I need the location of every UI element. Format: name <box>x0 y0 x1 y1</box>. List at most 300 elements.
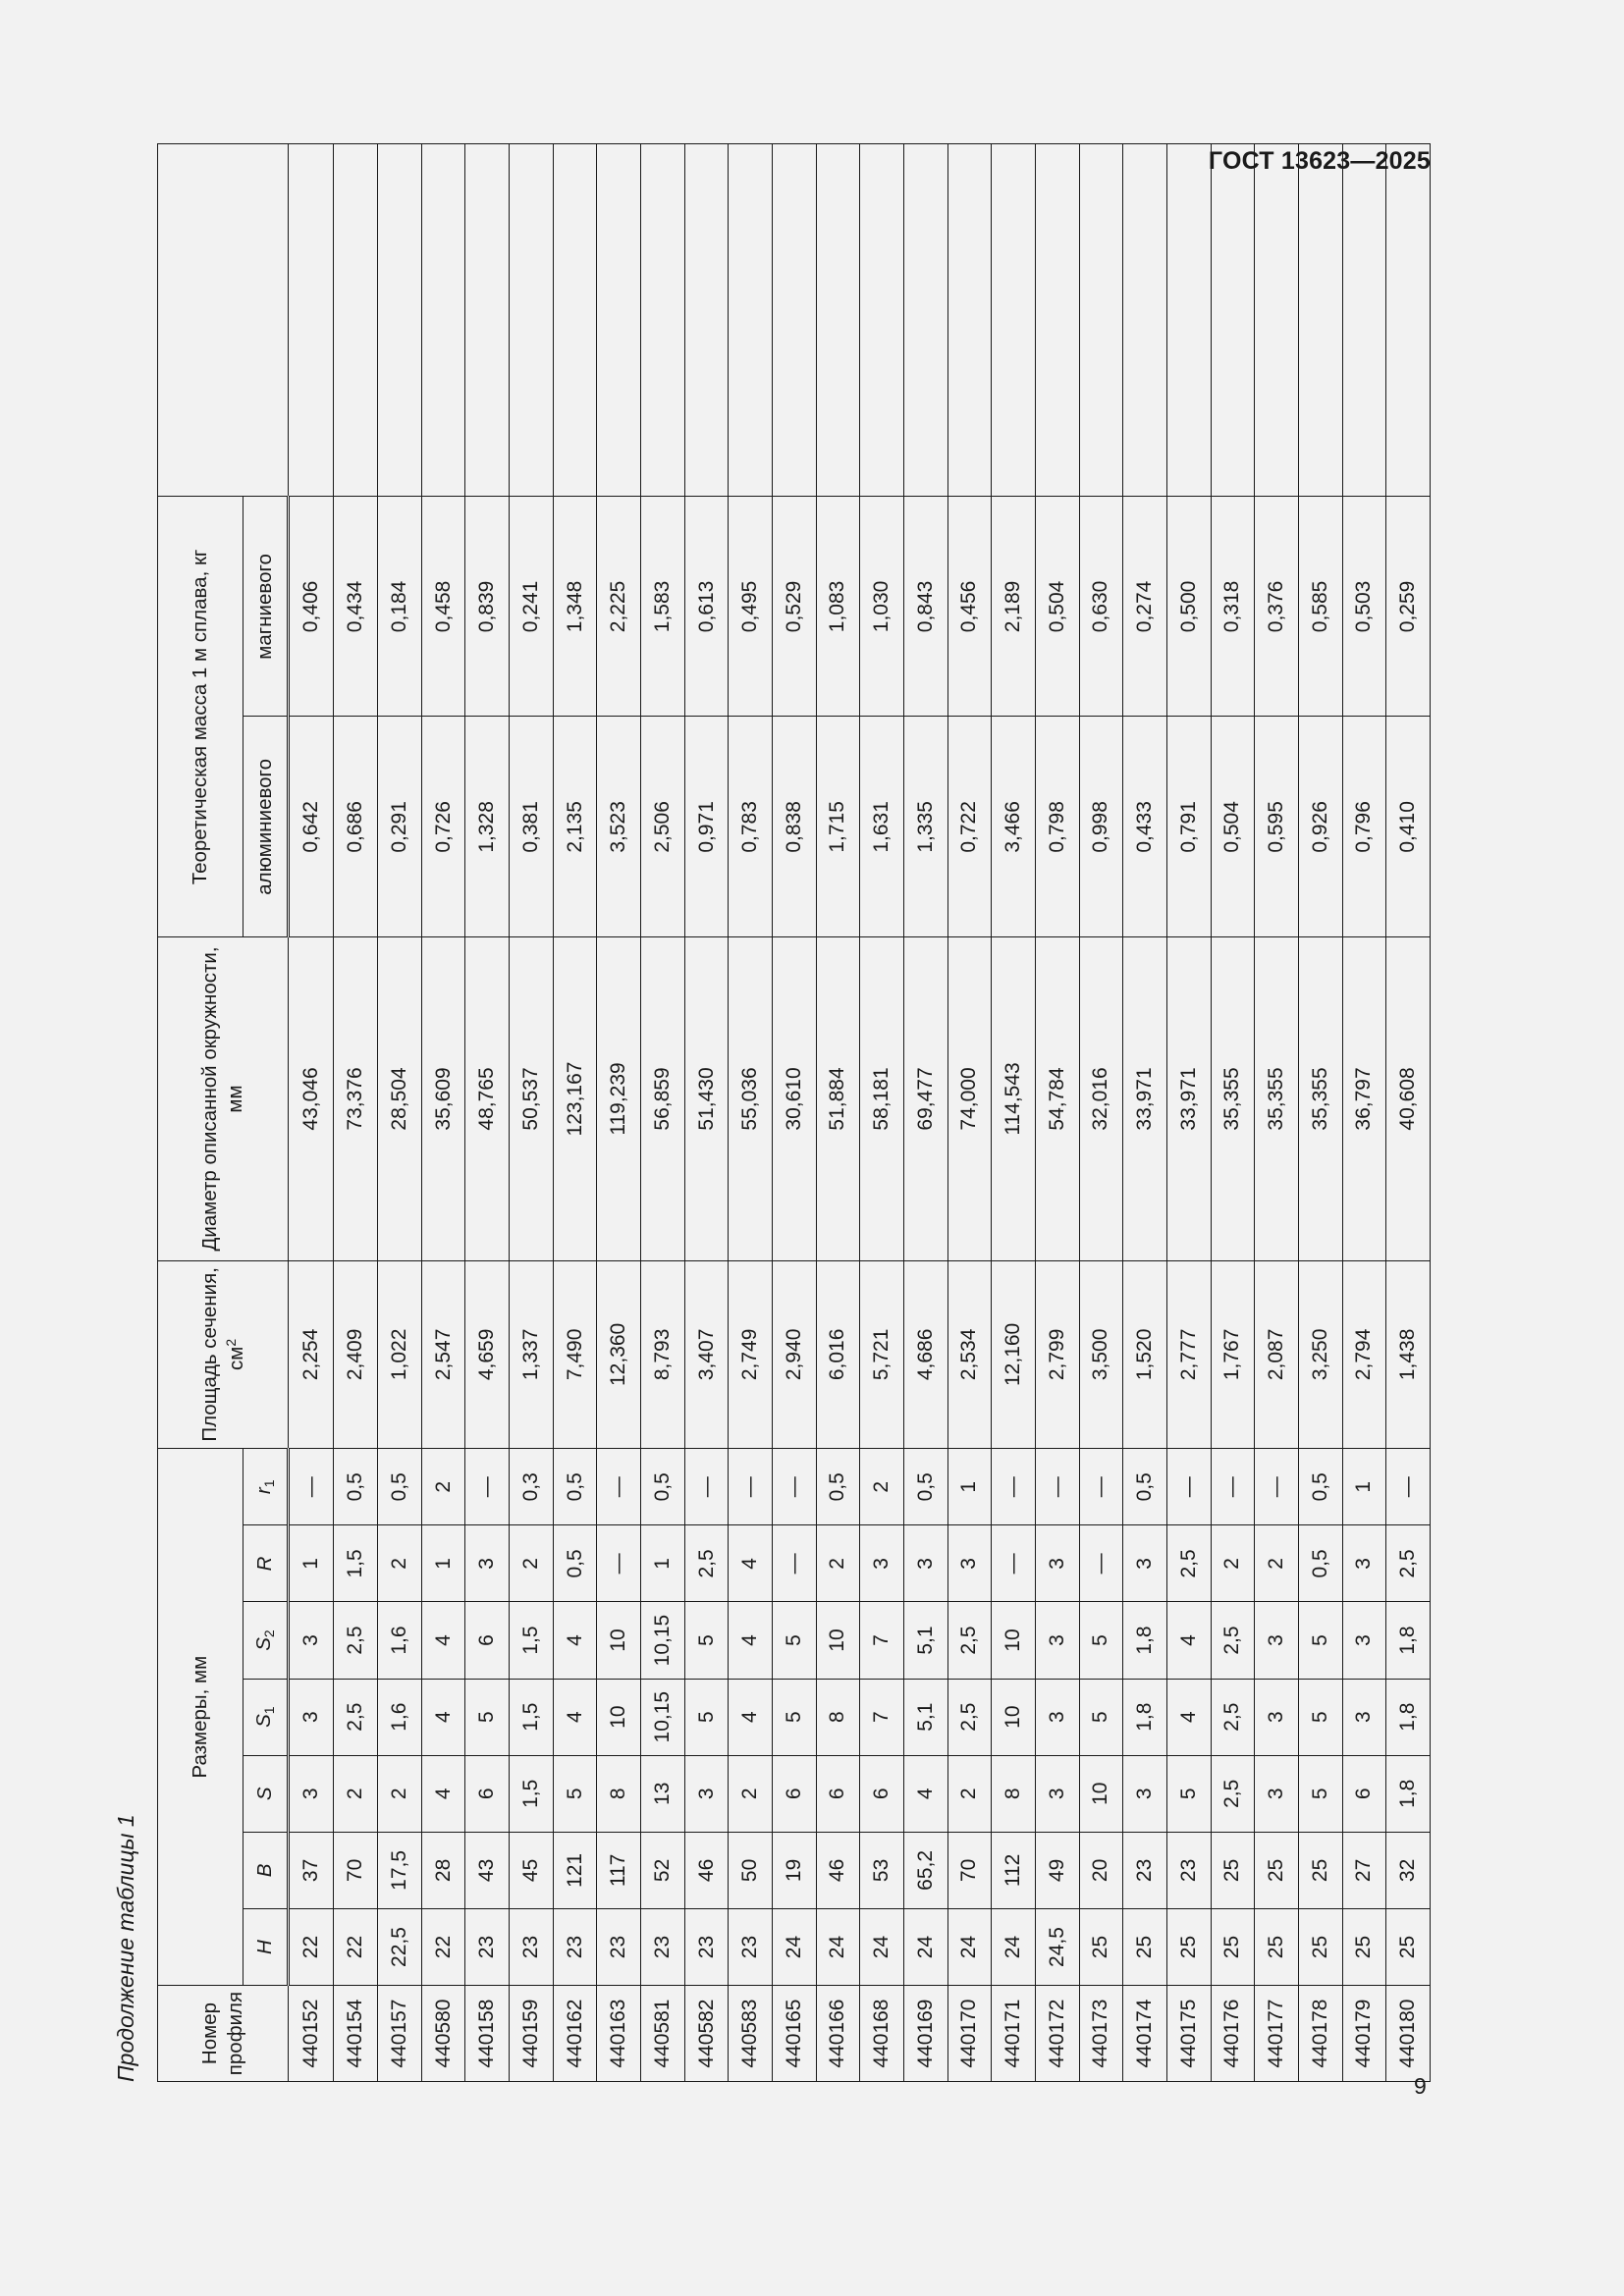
cell-H: 24 <box>903 1908 947 1985</box>
cell-r1: 2 <box>421 1449 465 1525</box>
cell-H: 23 <box>510 1908 554 1985</box>
cell-r1: 0,5 <box>903 1449 947 1525</box>
page-number: 9 <box>1414 2073 1427 2099</box>
cell-r1: — <box>465 1449 510 1525</box>
cell-S2: 1,8 <box>1123 1602 1167 1679</box>
cell-mass-magnesium: 0,630 <box>1079 497 1123 717</box>
header-magnesium: магниевого <box>244 497 289 717</box>
cell-r1: — <box>1211 1449 1255 1525</box>
cell-H: 25 <box>1255 1908 1299 1985</box>
cell-area: 2,940 <box>773 1260 817 1449</box>
cell-area: 2,254 <box>289 1260 334 1449</box>
cell-area: 12,360 <box>597 1260 641 1449</box>
cell-profile-number: 440179 <box>1342 1986 1386 2082</box>
cell-empty <box>289 144 334 497</box>
cell-diameter: 32,016 <box>1079 937 1123 1260</box>
cell-S: 13 <box>641 1755 685 1832</box>
cell-empty <box>1123 144 1167 497</box>
cell-B: 45 <box>510 1832 554 1908</box>
cell-S: 3 <box>289 1755 334 1832</box>
cell-profile-number: 440166 <box>816 1986 860 2082</box>
cell-area: 2,547 <box>421 1260 465 1449</box>
cell-H: 23 <box>465 1908 510 1985</box>
table-row <box>1211 144 1255 2082</box>
cell-H: 24 <box>860 1908 904 1985</box>
table-row <box>465 144 510 2082</box>
header-r1: $r_1$ <box>244 1449 289 1525</box>
cell-r1: 0,5 <box>816 1449 860 1525</box>
header-empty-cell <box>158 144 289 497</box>
cell-H: 24 <box>947 1908 992 1985</box>
cell-B: 25 <box>1211 1832 1255 1908</box>
table-row <box>378 144 422 2082</box>
cell-diameter: 35,355 <box>1255 937 1299 1260</box>
cell-S2: 4 <box>553 1602 597 1679</box>
cell-mass-magnesium: 0,500 <box>1166 497 1211 717</box>
cell-area: 12,160 <box>992 1260 1036 1449</box>
cell-R: 3 <box>947 1525 992 1602</box>
cell-S1: 3 <box>289 1679 334 1755</box>
cell-mass-magnesium: 0,259 <box>1386 497 1431 717</box>
cell-B: 28 <box>421 1832 465 1908</box>
table-row <box>684 144 729 2082</box>
cell-S: 1,8 <box>1386 1755 1431 1832</box>
cell-empty <box>1166 144 1211 497</box>
cell-empty <box>684 144 729 497</box>
cell-H: 23 <box>641 1908 685 1985</box>
cell-mass-magnesium: 0,184 <box>378 497 422 717</box>
cell-r1: 0,5 <box>641 1449 685 1525</box>
cell-H: 22 <box>334 1908 378 1985</box>
table-body <box>289 144 1431 2082</box>
cell-mass-aluminum: 0,504 <box>1211 717 1255 937</box>
cell-S2: 1,6 <box>378 1602 422 1679</box>
table-row <box>289 144 334 2082</box>
cell-empty <box>1386 144 1431 497</box>
cell-area: 6,016 <box>816 1260 860 1449</box>
cell-S1: 7 <box>860 1679 904 1755</box>
header-H: H <box>244 1908 289 1985</box>
cell-R: 1,5 <box>334 1525 378 1602</box>
table-row <box>421 144 465 2082</box>
cell-empty <box>334 144 378 497</box>
cell-profile-number: 440158 <box>465 1986 510 2082</box>
cell-diameter: 73,376 <box>334 937 378 1260</box>
cell-S2: 1,8 <box>1386 1602 1431 1679</box>
cell-area: 7,490 <box>553 1260 597 1449</box>
header-S2: $S_2$ <box>244 1602 289 1679</box>
cell-mass-magnesium: 0,274 <box>1123 497 1167 717</box>
cell-S2: 1,5 <box>510 1602 554 1679</box>
cell-mass-aluminum: 0,595 <box>1255 717 1299 937</box>
cell-area: 8,793 <box>641 1260 685 1449</box>
cell-H: 23 <box>729 1908 773 1985</box>
cell-r1: 0,5 <box>334 1449 378 1525</box>
cell-H: 25 <box>1386 1908 1431 1985</box>
cell-R: 2 <box>1255 1525 1299 1602</box>
cell-S1: 5 <box>465 1679 510 1755</box>
cell-S2: 4 <box>1166 1602 1211 1679</box>
cell-area: 3,250 <box>1298 1260 1342 1449</box>
cell-mass-aluminum: 0,381 <box>510 717 554 937</box>
cell-H: 25 <box>1342 1908 1386 1985</box>
cell-diameter: 43,046 <box>289 937 334 1260</box>
cell-S2: 10 <box>816 1602 860 1679</box>
cell-r1: 2 <box>860 1449 904 1525</box>
cell-mass-aluminum: 0,971 <box>684 717 729 937</box>
cell-diameter: 55,036 <box>729 937 773 1260</box>
cell-profile-number: 440171 <box>992 1986 1036 2082</box>
cell-area: 1,438 <box>1386 1260 1431 1449</box>
header-aluminum: алюминиевого <box>244 717 289 937</box>
cell-S2: 2,5 <box>1211 1602 1255 1679</box>
cell-area: 3,500 <box>1079 1260 1123 1449</box>
cell-S2: 5 <box>773 1602 817 1679</box>
cell-r1: — <box>1079 1449 1123 1525</box>
cell-B: 17,5 <box>378 1832 422 1908</box>
cell-S2: 4 <box>729 1602 773 1679</box>
table-row <box>992 144 1036 2082</box>
cell-area: 2,534 <box>947 1260 992 1449</box>
header-diameter: Диаметр описанной окружности, мм <box>158 937 289 1260</box>
cell-area: 1,022 <box>378 1260 422 1449</box>
cell-profile-number: 440168 <box>860 1986 904 2082</box>
cell-mass-magnesium: 0,839 <box>465 497 510 717</box>
cell-R: 0,5 <box>1298 1525 1342 1602</box>
cell-R: 0,5 <box>553 1525 597 1602</box>
cell-mass-aluminum: 0,410 <box>1386 717 1431 937</box>
cell-S1: 8 <box>816 1679 860 1755</box>
cell-mass-magnesium: 1,030 <box>860 497 904 717</box>
table-row <box>1298 144 1342 2082</box>
cell-empty <box>1298 144 1342 497</box>
cell-S: 6 <box>465 1755 510 1832</box>
cell-area: 5,721 <box>860 1260 904 1449</box>
cell-area: 4,686 <box>903 1260 947 1449</box>
cell-profile-number: 440175 <box>1166 1986 1211 2082</box>
table-row <box>947 144 992 2082</box>
cell-S1: 5 <box>773 1679 817 1755</box>
table-row <box>597 144 641 2082</box>
header-S: S <box>244 1755 289 1832</box>
cell-mass-aluminum: 2,506 <box>641 717 685 937</box>
cell-empty <box>1211 144 1255 497</box>
cell-S: 1,5 <box>510 1755 554 1832</box>
table-row <box>641 144 685 2082</box>
cell-mass-aluminum: 2,135 <box>553 717 597 937</box>
cell-H: 24 <box>773 1908 817 1985</box>
cell-empty <box>1035 144 1079 497</box>
cell-H: 24 <box>992 1908 1036 1985</box>
cell-S1: 1,5 <box>510 1679 554 1755</box>
cell-r1: 0,5 <box>1123 1449 1167 1525</box>
cell-profile-number: 440173 <box>1079 1986 1123 2082</box>
cell-mass-aluminum: 1,715 <box>816 717 860 937</box>
cell-S1: 2,5 <box>334 1679 378 1755</box>
cell-mass-magnesium: 0,406 <box>289 497 334 717</box>
cell-area: 1,767 <box>1211 1260 1255 1449</box>
table-row <box>816 144 860 2082</box>
header-dimensions-group: Размеры, мм <box>158 1449 244 1986</box>
cell-B: 65,2 <box>903 1832 947 1908</box>
cell-r1: — <box>992 1449 1036 1525</box>
cell-profile-number: 440580 <box>421 1986 465 2082</box>
cell-area: 1,337 <box>510 1260 554 1449</box>
cell-mass-magnesium: 0,613 <box>684 497 729 717</box>
cell-mass-magnesium: 0,376 <box>1255 497 1299 717</box>
cell-profile-number: 440178 <box>1298 1986 1342 2082</box>
cell-diameter: 48,765 <box>465 937 510 1260</box>
cell-mass-aluminum: 0,838 <box>773 717 817 937</box>
cell-B: 121 <box>553 1832 597 1908</box>
cell-H: 23 <box>553 1908 597 1985</box>
table-row <box>729 144 773 2082</box>
cell-empty <box>903 144 947 497</box>
cell-B: 27 <box>1342 1832 1386 1908</box>
cell-profile-number: 440581 <box>641 1986 685 2082</box>
cell-S: 5 <box>1298 1755 1342 1832</box>
cell-diameter: 69,477 <box>903 937 947 1260</box>
cell-mass-aluminum: 0,796 <box>1342 717 1386 937</box>
cell-S: 5 <box>553 1755 597 1832</box>
cell-mass-magnesium: 0,843 <box>903 497 947 717</box>
cell-diameter: 40,608 <box>1386 937 1431 1260</box>
cell-mass-aluminum: 1,631 <box>860 717 904 937</box>
cell-profile-number: 440176 <box>1211 1986 1255 2082</box>
table-row <box>1342 144 1386 2082</box>
cell-profile-number: 440159 <box>510 1986 554 2082</box>
cell-profile-number: 440174 <box>1123 1986 1167 2082</box>
cell-mass-magnesium: 0,241 <box>510 497 554 717</box>
cell-R: — <box>1079 1525 1123 1602</box>
cell-r1: 1 <box>1342 1449 1386 1525</box>
cell-S: 2 <box>729 1755 773 1832</box>
cell-B: 117 <box>597 1832 641 1908</box>
cell-mass-magnesium: 0,495 <box>729 497 773 717</box>
cell-profile-number: 440163 <box>597 1986 641 2082</box>
cell-mass-aluminum: 0,726 <box>421 717 465 937</box>
cell-B: 46 <box>684 1832 729 1908</box>
cell-mass-aluminum: 3,523 <box>597 717 641 937</box>
cell-r1: — <box>597 1449 641 1525</box>
cell-S1: 5 <box>684 1679 729 1755</box>
header-profile-number: Номер профиля <box>158 1986 289 2082</box>
cell-S: 6 <box>1342 1755 1386 1832</box>
cell-r1: — <box>1035 1449 1079 1525</box>
cell-R: 4 <box>729 1525 773 1602</box>
cell-empty <box>729 144 773 497</box>
cell-diameter: 35,355 <box>1211 937 1255 1260</box>
cell-diameter: 33,971 <box>1123 937 1167 1260</box>
cell-empty <box>421 144 465 497</box>
cell-mass-magnesium: 2,189 <box>992 497 1036 717</box>
cell-mass-magnesium: 0,585 <box>1298 497 1342 717</box>
cell-r1: — <box>773 1449 817 1525</box>
cell-mass-magnesium: 1,583 <box>641 497 685 717</box>
cell-S1: 5,1 <box>903 1679 947 1755</box>
cell-S2: 10 <box>992 1602 1036 1679</box>
cell-B: 43 <box>465 1832 510 1908</box>
cell-profile-number: 440169 <box>903 1986 947 2082</box>
cell-mass-magnesium: 0,504 <box>1035 497 1079 717</box>
cell-empty <box>510 144 554 497</box>
header-B: B <box>244 1832 289 1908</box>
cell-S: 2 <box>334 1755 378 1832</box>
cell-area: 2,749 <box>729 1260 773 1449</box>
cell-diameter: 51,430 <box>684 937 729 1260</box>
cell-S1: 3 <box>1255 1679 1299 1755</box>
table-row <box>860 144 904 2082</box>
cell-mass-magnesium: 0,318 <box>1211 497 1255 717</box>
cell-R: 2 <box>378 1525 422 1602</box>
table-row <box>1386 144 1431 2082</box>
cell-empty <box>773 144 817 497</box>
cell-R: 1 <box>641 1525 685 1602</box>
cell-S2: 4 <box>421 1602 465 1679</box>
cell-S1: 4 <box>1166 1679 1211 1755</box>
cell-r1: — <box>684 1449 729 1525</box>
cell-S1: 10 <box>992 1679 1036 1755</box>
cell-mass-magnesium: 0,458 <box>421 497 465 717</box>
cell-B: 32 <box>1386 1832 1431 1908</box>
cell-S: 6 <box>860 1755 904 1832</box>
cell-area: 2,087 <box>1255 1260 1299 1449</box>
cell-R: 3 <box>465 1525 510 1602</box>
cell-diameter: 28,504 <box>378 937 422 1260</box>
cell-S2: 3 <box>1035 1602 1079 1679</box>
cell-empty <box>641 144 685 497</box>
rotated-table-block <box>98 143 1431 2082</box>
cell-diameter: 119,239 <box>597 937 641 1260</box>
cell-R: 2 <box>816 1525 860 1602</box>
cell-S2: 2,5 <box>947 1602 992 1679</box>
cell-area: 4,659 <box>465 1260 510 1449</box>
cell-R: — <box>773 1525 817 1602</box>
cell-r1: 0,3 <box>510 1449 554 1525</box>
cell-S2: 3 <box>289 1602 334 1679</box>
cell-profile-number: 440152 <box>289 1986 334 2082</box>
cell-R: 2 <box>1211 1525 1255 1602</box>
cell-area: 2,799 <box>1035 1260 1079 1449</box>
cell-r1: 1 <box>947 1449 992 1525</box>
cell-R: 2,5 <box>684 1525 729 1602</box>
cell-S2: 10,15 <box>641 1602 685 1679</box>
cell-mass-magnesium: 2,225 <box>597 497 641 717</box>
cell-S1: 4 <box>729 1679 773 1755</box>
cell-area: 2,777 <box>1166 1260 1211 1449</box>
cell-S1: 5 <box>1079 1679 1123 1755</box>
cell-diameter: 50,537 <box>510 937 554 1260</box>
cell-empty <box>1255 144 1299 497</box>
cell-S2: 7 <box>860 1602 904 1679</box>
cell-diameter: 35,355 <box>1298 937 1342 1260</box>
cell-S1: 10 <box>597 1679 641 1755</box>
cell-mass-aluminum: 1,335 <box>903 717 947 937</box>
table-row <box>1079 144 1123 2082</box>
cell-B: 23 <box>1166 1832 1211 1908</box>
cell-mass-magnesium: 0,434 <box>334 497 378 717</box>
cell-H: 24,5 <box>1035 1908 1079 1985</box>
cell-R: 2,5 <box>1386 1525 1431 1602</box>
cell-H: 22,5 <box>378 1908 422 1985</box>
cell-R: 3 <box>1035 1525 1079 1602</box>
table-row <box>903 144 947 2082</box>
cell-mass-magnesium: 0,503 <box>1342 497 1386 717</box>
cell-mass-aluminum: 0,686 <box>334 717 378 937</box>
cell-S1: 4 <box>553 1679 597 1755</box>
cell-S: 5 <box>1166 1755 1211 1832</box>
cell-diameter: 35,609 <box>421 937 465 1260</box>
cell-B: 53 <box>860 1832 904 1908</box>
cell-B: 25 <box>1255 1832 1299 1908</box>
cell-S1: 1,8 <box>1386 1679 1431 1755</box>
cell-diameter: 114,543 <box>992 937 1036 1260</box>
cell-r1: — <box>1386 1449 1431 1525</box>
cell-area: 2,794 <box>1342 1260 1386 1449</box>
cell-R: 3 <box>860 1525 904 1602</box>
cell-profile-number: 440582 <box>684 1986 729 2082</box>
cell-S2: 10 <box>597 1602 641 1679</box>
cell-mass-aluminum: 0,783 <box>729 717 773 937</box>
cell-S2: 3 <box>1255 1602 1299 1679</box>
table-caption: Продолжение таблицы 1 <box>113 1814 138 2082</box>
cell-S1: 5 <box>1298 1679 1342 1755</box>
header-mass-group: Теоретическая масса 1 м сплава, кг <box>158 497 244 937</box>
cell-S2: 5 <box>684 1602 729 1679</box>
cell-empty <box>465 144 510 497</box>
cell-mass-aluminum: 3,466 <box>992 717 1036 937</box>
cell-profile-number: 440172 <box>1035 1986 1079 2082</box>
cell-S2: 6 <box>465 1602 510 1679</box>
cell-H: 22 <box>421 1908 465 1985</box>
cell-diameter: 33,971 <box>1166 937 1211 1260</box>
cell-S: 4 <box>421 1755 465 1832</box>
cell-H: 25 <box>1123 1908 1167 1985</box>
profile-table <box>157 143 1431 2082</box>
cell-S1: 1,8 <box>1123 1679 1167 1755</box>
cell-S2: 5 <box>1298 1602 1342 1679</box>
table-row <box>1166 144 1211 2082</box>
cell-empty <box>860 144 904 497</box>
cell-r1: — <box>1166 1449 1211 1525</box>
cell-mass-aluminum: 0,798 <box>1035 717 1079 937</box>
cell-B: 23 <box>1123 1832 1167 1908</box>
cell-area: 1,520 <box>1123 1260 1167 1449</box>
cell-S: 2 <box>947 1755 992 1832</box>
cell-r1: — <box>289 1449 334 1525</box>
cell-H: 23 <box>597 1908 641 1985</box>
cell-S1: 2,5 <box>947 1679 992 1755</box>
cell-S1: 2,5 <box>1211 1679 1255 1755</box>
cell-empty <box>597 144 641 497</box>
cell-S: 4 <box>903 1755 947 1832</box>
cell-empty <box>992 144 1036 497</box>
cell-B: 20 <box>1079 1832 1123 1908</box>
cell-S: 3 <box>1255 1755 1299 1832</box>
cell-profile-number: 440154 <box>334 1986 378 2082</box>
table-header <box>158 144 289 2082</box>
cell-H: 25 <box>1211 1908 1255 1985</box>
cell-S: 6 <box>816 1755 860 1832</box>
cell-S: 3 <box>1035 1755 1079 1832</box>
cell-H: 25 <box>1298 1908 1342 1985</box>
cell-mass-magnesium: 1,083 <box>816 497 860 717</box>
cell-S: 8 <box>597 1755 641 1832</box>
cell-B: 46 <box>816 1832 860 1908</box>
table-row <box>1123 144 1167 2082</box>
cell-empty <box>816 144 860 497</box>
cell-empty <box>1342 144 1386 497</box>
